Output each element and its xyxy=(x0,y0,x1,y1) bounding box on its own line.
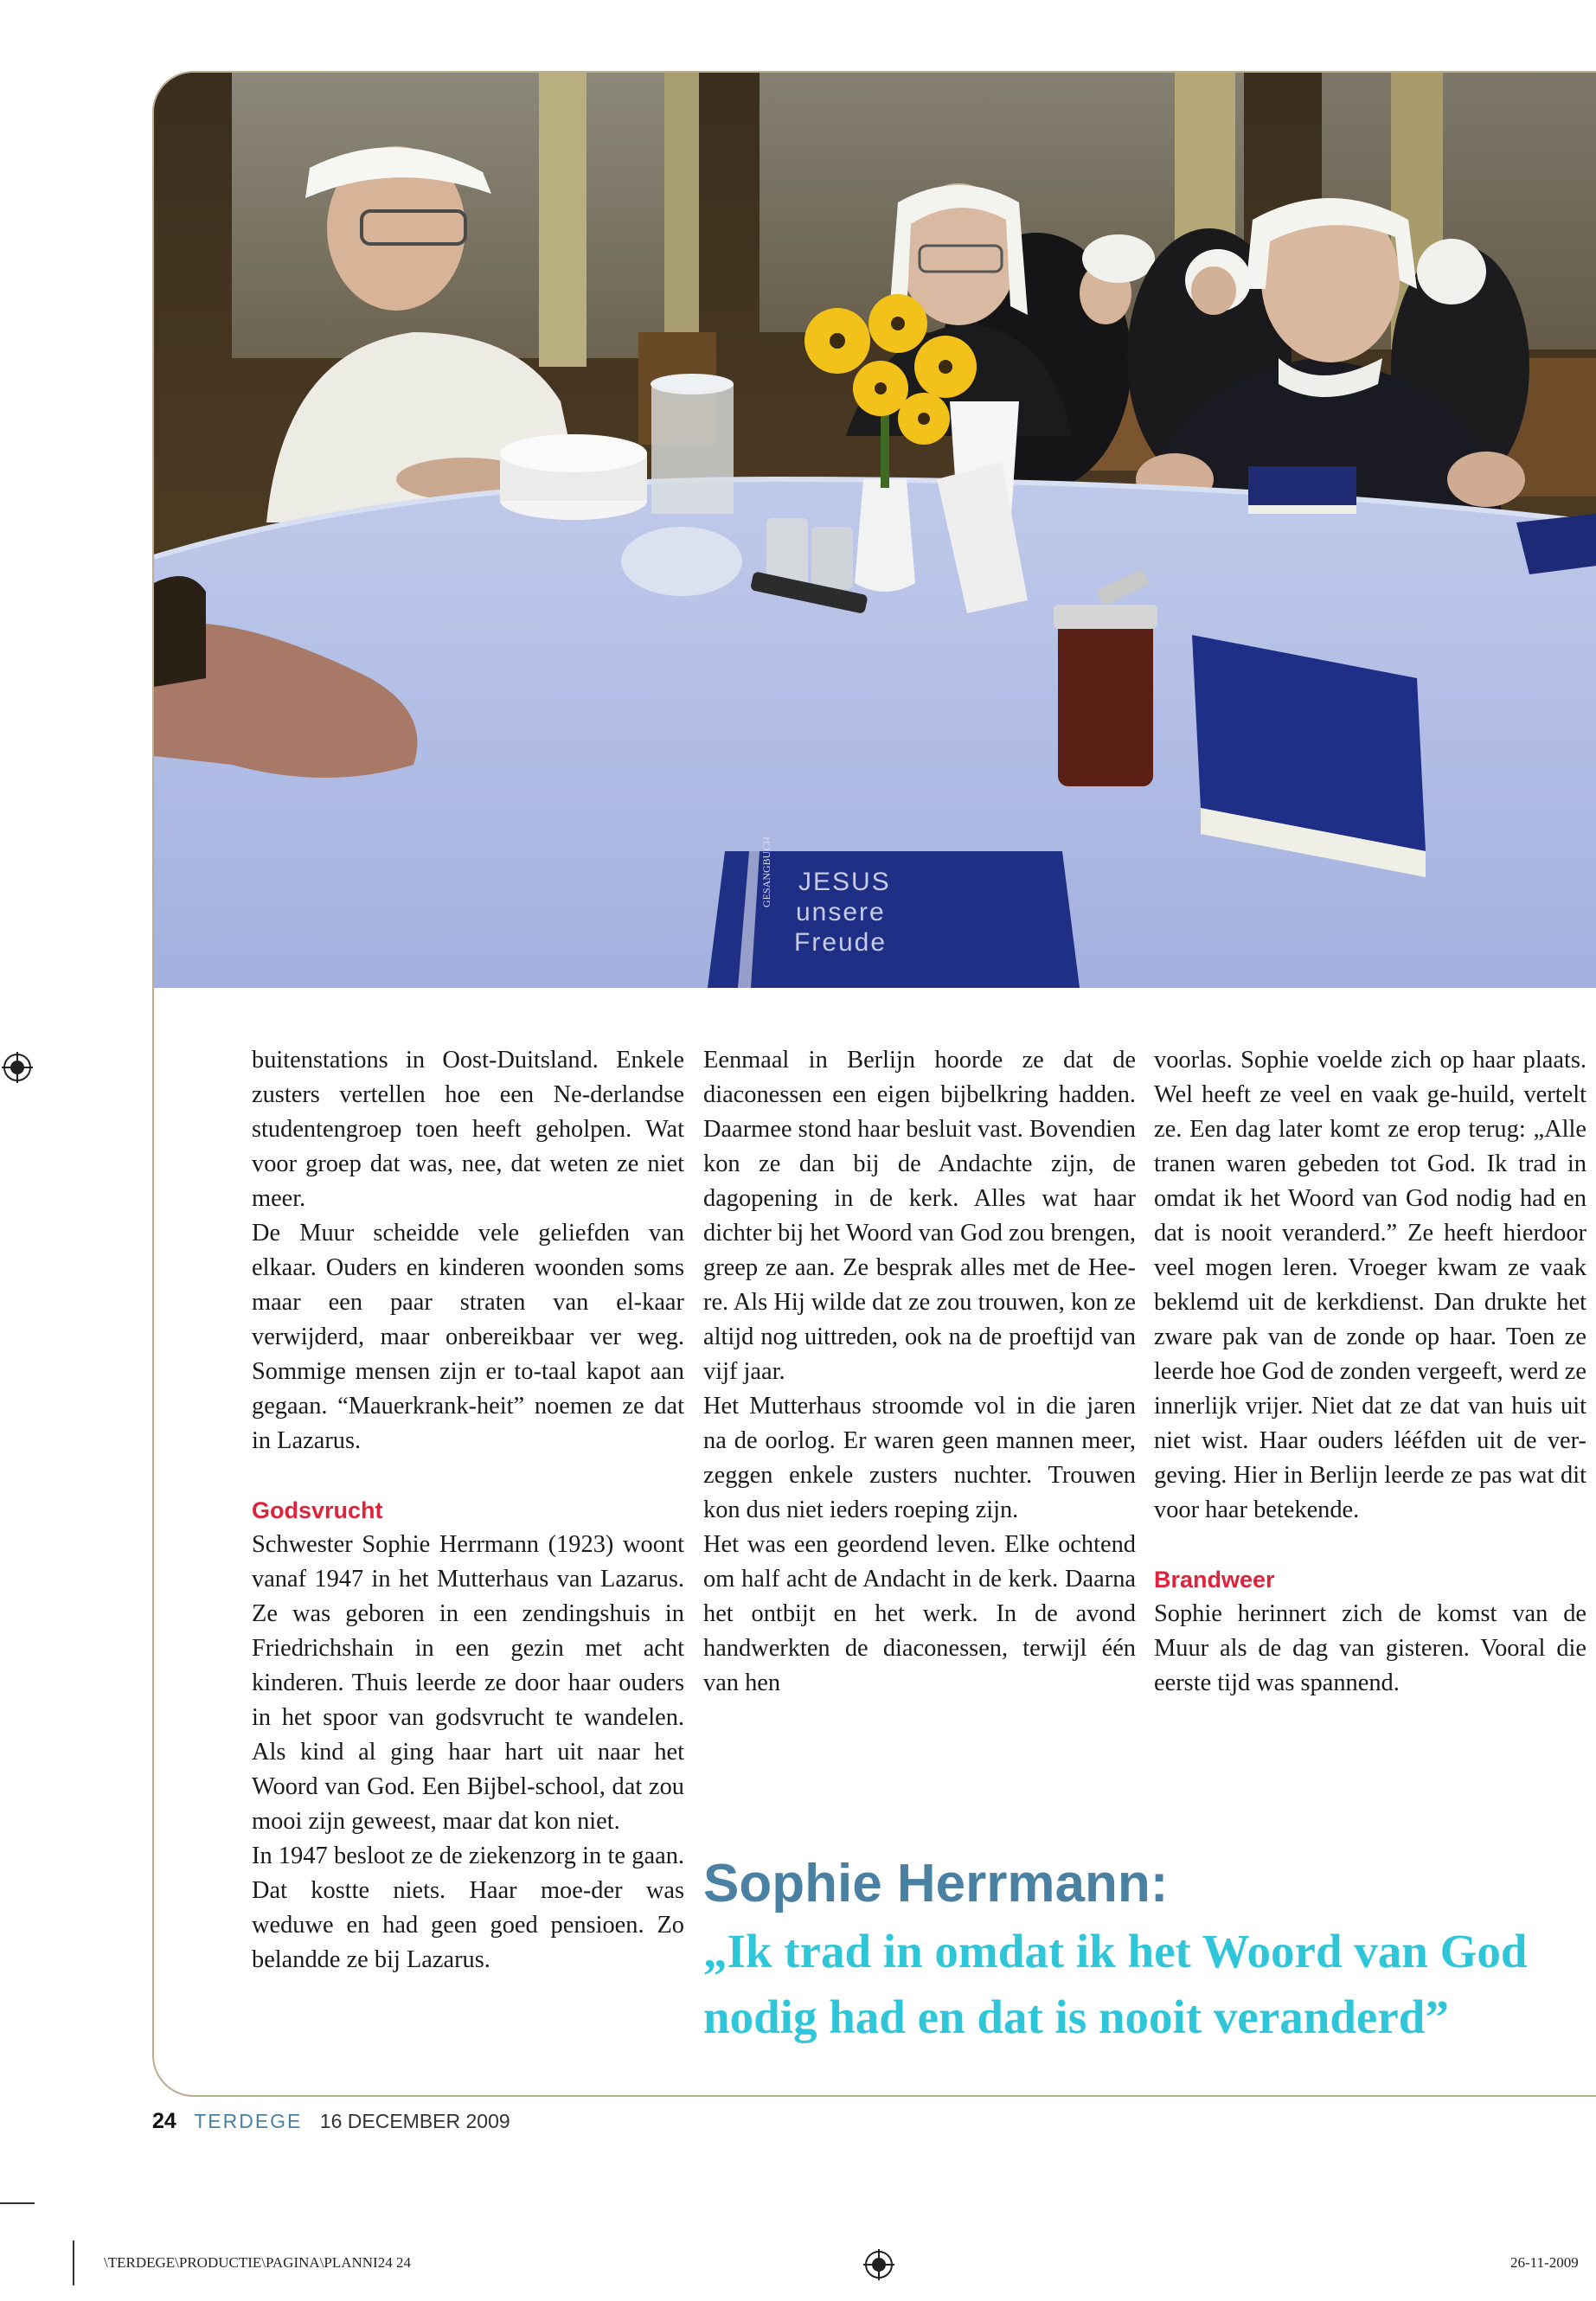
paragraph: buitenstations in Oost-Duitsland. Enkele zusters vertellen hoe een Ne-derlandse studentengroep toen heeft geholpen. Wat voor groep dat was, nee, dat weten ze niet meer. xyxy=(252,1047,684,1212)
magazine-name: TERDEGE xyxy=(194,2110,303,2132)
paragraph: Sophie herinnert zich de komst van de Muur als de dag van gisteren. Vooral die eerste tijd was spannend. xyxy=(1154,1600,1586,1696)
paragraph: Eenmaal in Berlijn hoorde ze dat de diaconessen een eigen bijbelkring hadden. Daarmee stond haar besluit vast. Bovendien kon ze dan bij de Andachte zijn, de dagopening in de kerk. Alles wat haar dichter bij het Woord van God zou brengen, greep ze aan. Ze besprak alles met de Hee-re. Als Hij wilde dat ze zou trouwen, kon ze altijd nog uittreden, ook na de proeftijd van vijf jaar. xyxy=(703,1047,1136,1385)
registration-mark-icon xyxy=(863,2249,894,2280)
slug-date: 26-11-2009 xyxy=(1510,2254,1579,2271)
paragraph: voorlas. Sophie voelde zich op haar plaats. Wel heeft ze veel en vaak ge-huild, vertelt ze. Een dag later komt ze erop terug: „Alle tranen waren gebeden tot God. Ik trad in omdat ik het Woord van God nodig had en dat is nooit veranderd.” Ze heeft hierdoor veel mogen leren. Vroeger kwam ze vaak beklemd uit de kerkdienst. Dan drukte het zware pak van de zonde op haar. Toen ze leerde hoe God de zonden vergeeft, werd ze innerlijk vrijer. Niet dat ze dat van huis uit niet wist. Haar ouders lééfden uit de ver-geving. Hier in Berlijn leerde ze pas wat dit voor haar betekende. xyxy=(1154,1047,1586,1523)
registration-mark-icon xyxy=(2,1052,33,1083)
book-title-line-3: Freude xyxy=(794,928,888,957)
pullquote-name: Sophie Herrmann: xyxy=(703,1854,1169,1913)
paragraph: Het Mutterhaus stroomde vol in die jaren na de oorlog. Er waren geen mannen meer, zeggen enkele zusters nuchter. Trouwen kon dus niet ieders roeping zijn. xyxy=(703,1393,1136,1523)
section-heading-brandweer: Brandweer xyxy=(1154,1567,1275,1593)
article-column-3 xyxy=(1154,1043,1586,1701)
book-title-line-2: unsere xyxy=(796,898,886,926)
article-photo xyxy=(154,73,1596,988)
paragraph: In 1947 besloot ze de ziekenzorg in te gaan. Dat kostte niets. Haar moe-der was weduwe en had geen goed pensioen. Zo belandde ze bij Lazarus. xyxy=(252,1843,684,1973)
page-footer xyxy=(152,2109,510,2134)
crop-mark xyxy=(0,2202,35,2204)
paragraph: De Muur scheidde vele geliefden van elkaar. Ouders en kinderen woonden soms maar een paar straten van el-kaar verwijderd, maar onbereikbaar ver weg. Sommige mensen zijn er to-taal kapot aan gegaan. “Mauerkrank-heit” noemen ze dat in Lazarus. xyxy=(252,1220,684,1454)
article-column-2 xyxy=(703,1043,1136,1701)
section-heading-godsvrucht: Godsvrucht xyxy=(252,1497,383,1523)
crop-mark xyxy=(73,2240,74,2285)
pullquote-text: „Ik trad in omdat ik het Woord van God nodig had en dat is nooit veranderd” xyxy=(703,1925,1528,2043)
paragraph: Het was een geordend leven. Elke ochtend om half acht de Andacht in de kerk. Daarna het ontbijt en het werk. In de avond handwerkten de diaconessen, terwijl één van hen xyxy=(703,1531,1136,1696)
slug-path: \TERDEGE\PRODUCTIE\PAGINA\PLANNI24 24 xyxy=(104,2254,411,2271)
issue-date: 16 DECEMBER 2009 xyxy=(319,2110,510,2132)
paragraph: Schwester Sophie Herrmann (1923) woont vanaf 1947 in het Mutterhaus van Lazarus. Ze was geboren in een zendingshuis in Friedrichshain in een gezin met acht kinderen. Thuis leerde ze door haar ouders in het spoor van godsvrucht te wandelen. Als kind al ging haar hart uit naar het Woord van God. Een Bijbel-school, dat zou mooi zijn geweest, maar dat kon niet. xyxy=(252,1531,684,1835)
book-title-line-1: JESUS xyxy=(798,868,891,896)
page-number: 24 xyxy=(152,2109,176,2133)
article-column-1 xyxy=(252,1043,684,1977)
book-spine-label: GESANGBUCH xyxy=(760,836,772,907)
